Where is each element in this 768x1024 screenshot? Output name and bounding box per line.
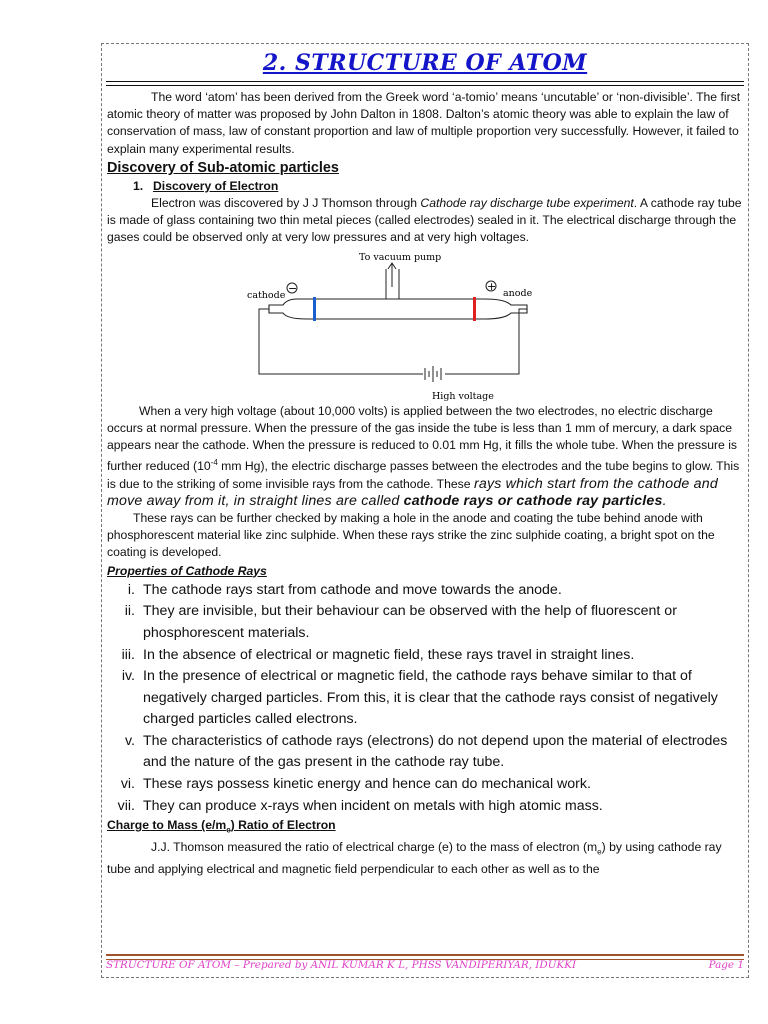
list-item-text: They are invisible, but their behaviour can be observed with the help of fluorescent or phosphorescent materials. bbox=[143, 603, 677, 641]
electron-text-a: Electron was discovered by J J Thomson through bbox=[151, 196, 421, 211]
pressure-exponent: -4 bbox=[210, 458, 218, 468]
anode-sign: + bbox=[487, 279, 497, 293]
footer-credit: STRUCTURE OF ATOM – Prepared by ANIL KUMAR K L, PHSS VANDIPERIYAR, IDUKKI bbox=[106, 959, 577, 971]
title-divider bbox=[106, 81, 744, 86]
anode-electrode bbox=[473, 297, 476, 321]
glass-tube bbox=[269, 299, 527, 319]
document-page bbox=[101, 43, 749, 978]
battery-icon bbox=[425, 366, 441, 382]
cathode-sign: − bbox=[288, 281, 298, 295]
list-item-text: In the absence of electrical or magnetic field, these rays travel in straight lines. bbox=[143, 646, 635, 663]
subsection-heading bbox=[107, 178, 745, 195]
vacuum-pump-label: To vacuum pump bbox=[359, 251, 442, 263]
pressure-paragraph bbox=[107, 403, 745, 510]
cathode-ray-tube-diagram bbox=[107, 247, 745, 403]
ratio-text-a: J.J. Thomson measured the ratio of electrical charge (e) to the mass of electron (m bbox=[151, 839, 598, 854]
electron-text-b: . A cathode ray tube is made of glass containing two thin metal pieces (called electrodes) sealed in it. The electrical discharge through the gases could be observed only at very low pressures and at very high voltages. bbox=[107, 196, 742, 245]
anode-paragraph: These rays can be further checked by making a hole in the anode and coating the tube behind anode with phosphorescent material like zinc sulphide. When these rays strike the zinc sulphide coating, a bright spot on the coating is developed. bbox=[107, 510, 715, 560]
pressure-text-b: mm Hg), the electric discharge passes between the electrodes and the tube begins to glow. This is due to the striking of some invisible rays from the cathode. These bbox=[107, 459, 740, 491]
list-item bbox=[107, 774, 745, 796]
ratio-heading bbox=[107, 817, 745, 839]
list-item-text: These rays possess kinetic energy and hence can do mechanical work. bbox=[143, 776, 591, 793]
properties-heading: Properties of Cathode Rays bbox=[107, 563, 267, 578]
list-item-number: iii. bbox=[121, 646, 135, 663]
page-title: 2. STRUCTURE OF ATOM bbox=[262, 50, 588, 76]
list-item-text: The cathode rays start from cathode and move towards the anode. bbox=[143, 581, 562, 598]
list-item-text: They can produce x-rays when incident on metals with high atomic mass. bbox=[143, 797, 603, 814]
properties-list bbox=[107, 580, 745, 818]
list-item-number: ii. bbox=[124, 603, 135, 620]
cathode-label: cathode bbox=[247, 289, 286, 301]
list-item-text: The characteristics of cathode rays (electrons) do not depend upon the material of electrodes and the nature of the gas present in the cathode ray tube. bbox=[143, 732, 728, 771]
ratio-heading-b: ) Ratio of Electron bbox=[230, 818, 336, 833]
intro-paragraph: The word ‘atom’ has been derived from the Greek word ‘a-tomio’ means ‘uncutable’ or ‘non-divisible’. The first atomic theory of matter was proposed by John Dalton in 1808. Dalton’s atomic theory was able to explain the law of conservation of mass, law of constant proportion and law of multiple proportion very successfully. However, it failed to explain many experimental results. bbox=[107, 90, 741, 156]
page-number: Page 1 bbox=[708, 959, 744, 971]
list-item bbox=[107, 731, 745, 774]
ratio-text-sub: e bbox=[597, 847, 602, 857]
list-item bbox=[107, 666, 745, 731]
list-item-number: iv. bbox=[121, 668, 135, 685]
section-heading: Discovery of Sub-atomic particles bbox=[107, 159, 339, 176]
ratio-heading-a: Charge to Mass (e/m bbox=[107, 818, 227, 833]
list-item-number: i. bbox=[127, 581, 135, 598]
ratio-text-b: ) by using cathode ray tube and applying electrical and magnetic field perpendicular to each other as well as to the bbox=[107, 839, 722, 876]
list-item bbox=[107, 796, 745, 818]
definition-end: . bbox=[662, 492, 667, 509]
page-content bbox=[107, 89, 745, 878]
subsection-number: 1. bbox=[133, 178, 144, 193]
list-item-text: In the presence of electrical or magnetic field, the cathode rays behave similar to that of negatively charged particles. From this, it is clear that the cathode rays consist of negatively charged particles called electrons. bbox=[143, 668, 718, 728]
pressure-text-a: When a very high voltage (about 10,000 volts) is applied between the two electrodes, no electric discharge occurs at normal pressure. When the pressure of the gas inside the tube is less than 1 mm of mercury, a dark space appears near the cathode. When the pressure is reduced to 0.01 mm Hg, it fills the whole tube. When the pressure is further reduced (10 bbox=[107, 403, 738, 474]
page-footer bbox=[106, 959, 744, 971]
experiment-name: Cathode ray discharge tube experiment bbox=[420, 196, 634, 211]
definition-italic: rays which start from the cathode and move away from it, in straight lines are called bbox=[107, 475, 718, 509]
list-item bbox=[107, 601, 745, 644]
list-item-number: v. bbox=[125, 732, 135, 749]
ratio-heading-sub: e bbox=[226, 825, 231, 835]
subsection-title: Discovery of Electron bbox=[153, 178, 279, 193]
list-item bbox=[107, 645, 745, 667]
high-voltage-label: High voltage bbox=[432, 390, 494, 402]
anode-label: anode bbox=[503, 287, 533, 299]
ratio-paragraph bbox=[107, 839, 745, 878]
list-item bbox=[107, 580, 745, 602]
cathode-electrode bbox=[313, 297, 316, 321]
list-item-number: vii. bbox=[117, 797, 135, 814]
electron-paragraph bbox=[107, 195, 745, 247]
definition-term: cathode rays or cathode ray particles bbox=[403, 492, 663, 509]
list-item-number: vi. bbox=[120, 776, 135, 793]
